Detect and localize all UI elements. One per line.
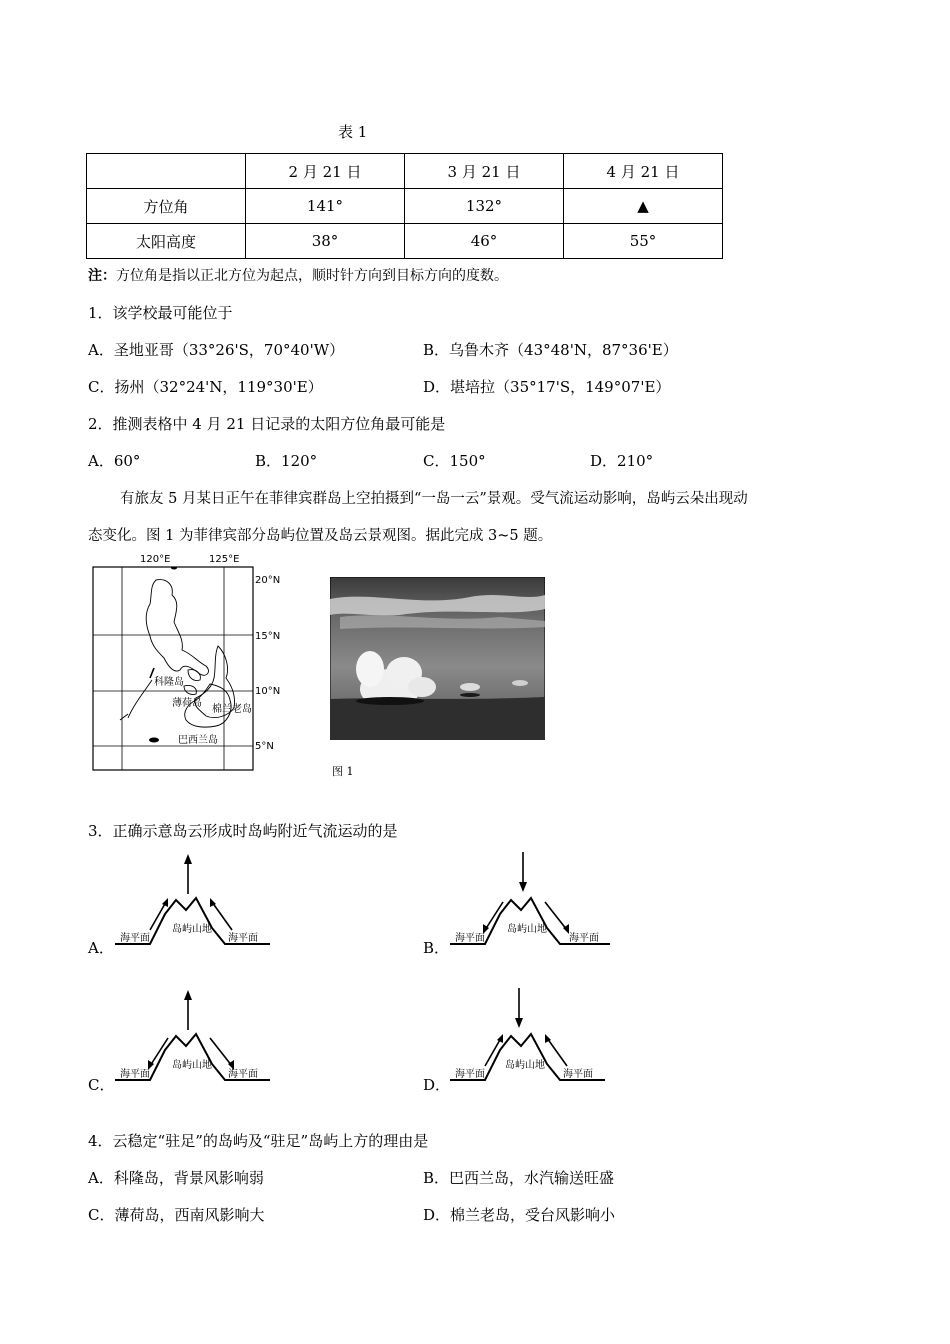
q2-option-c[interactable]: C．150° (423, 452, 486, 470)
question-1-stem: 1．该学校最可能位于 (88, 304, 233, 322)
sea-label: 海平面 (455, 933, 485, 944)
sea-label: 海平面 (228, 933, 258, 944)
diagram-c (110, 988, 280, 1088)
lat-label-20: 20°N (255, 575, 281, 586)
table-cell: 141° (246, 189, 405, 224)
place-label-bohol: 薄荷岛 (172, 698, 202, 709)
table-cell: 132° (405, 189, 564, 224)
sea-label: 海平面 (455, 1069, 485, 1080)
table-header-cell: 2 月 21 日 (246, 154, 405, 189)
q2-option-d[interactable]: D．210° (590, 452, 654, 470)
row-label: 方位角 (87, 189, 246, 224)
question-4-stem: 4．云稳定“驻足”的岛屿及“驻足”岛屿上方的理由是 (88, 1132, 429, 1150)
q3-option-a[interactable]: A． (88, 939, 114, 957)
q2-option-a[interactable]: A．60° (88, 452, 141, 470)
lon-label-120: 120°E (140, 554, 171, 565)
table-cell: 55° (564, 224, 723, 259)
sea-label: 海平面 (228, 1069, 258, 1080)
question-2-stem: 2．推测表格中 4 月 21 日记录的太阳方位角最可能是 (88, 415, 446, 433)
diagram-b (445, 852, 615, 952)
note-text: 方位角是指以正北方位为起点，顺时针方向到目标方向的度数。 (116, 268, 508, 284)
figure-caption: 图 1 (332, 765, 354, 778)
lon-label-125: 125°E (209, 554, 240, 565)
philippines-map (88, 550, 288, 775)
q1-option-a[interactable]: A．圣地亚哥（33°26'S，70°40'W） (88, 341, 345, 359)
table-header-cell (87, 154, 246, 189)
diagram-a (110, 852, 280, 952)
table-cell: ▲ (564, 189, 723, 224)
island-label: 岛屿山地 (172, 924, 212, 935)
q1-option-b[interactable]: B．乌鲁木齐（43°48'N，87°36'E） (423, 341, 678, 359)
q4-option-c[interactable]: C．薄荷岛，西南风影响大 (88, 1206, 265, 1224)
q3-option-d[interactable]: D． (423, 1076, 451, 1094)
place-label-coron: 科隆岛 (154, 677, 184, 688)
q3-option-c[interactable]: C． (88, 1076, 115, 1094)
q3-option-b[interactable]: B． (423, 939, 450, 957)
sea-label: 海平面 (120, 1069, 150, 1080)
question-3-stem: 3．正确示意岛云形成时岛屿附近气流运动的是 (88, 822, 398, 840)
place-label-mindanao: 棉兰老岛 (212, 704, 252, 715)
table-note (88, 265, 508, 285)
place-label-basilan: 巴西兰岛 (178, 735, 218, 746)
sea-label: 海平面 (563, 1069, 593, 1080)
q2-option-b[interactable]: B．120° (255, 452, 318, 470)
row-label: 太阳高度 (87, 224, 246, 259)
q4-option-a[interactable]: A．科隆岛，背景风影响弱 (88, 1169, 264, 1187)
passage-line-2: 态变化。图 1 为菲律宾部分岛屿位置及岛云景观图。据此完成 3~5 题。 (88, 528, 553, 544)
note-prefix: 注： (88, 268, 116, 284)
diagram-d (445, 988, 615, 1088)
table-cell: 46° (405, 224, 564, 259)
q4-option-d[interactable]: D．棉兰老岛，受台风影响小 (423, 1206, 616, 1224)
passage-line-1: 有旅友 5 月某日正午在菲律宾群岛上空拍摄到“一岛一云”景观。受气流运动影响，岛屿云朵出现动 (120, 491, 748, 507)
island-label: 岛屿山地 (172, 1060, 212, 1071)
island-cloud-photo (330, 577, 545, 740)
table-header-cell: 3 月 21 日 (405, 154, 564, 189)
q4-option-b[interactable]: B．巴西兰岛，水汽输送旺盛 (423, 1169, 615, 1187)
sea-label: 海平面 (569, 933, 599, 944)
table-header-cell: 4 月 21 日 (564, 154, 723, 189)
q1-option-d[interactable]: D．堪培拉（35°17'S，149°07'E） (423, 378, 671, 396)
table-caption: 表 1 (338, 123, 368, 141)
lat-label-5: 5°N (255, 741, 274, 752)
table-row (87, 224, 723, 259)
table-header-row (87, 154, 723, 189)
lat-label-10: 10°N (255, 686, 281, 697)
island-label: 岛屿山地 (507, 924, 547, 935)
solar-table (86, 153, 723, 259)
q1-option-c[interactable]: C．扬州（32°24'N，119°30'E） (88, 378, 323, 396)
table-row (87, 189, 723, 224)
island-label: 岛屿山地 (505, 1060, 545, 1071)
lat-label-15: 15°N (255, 631, 281, 642)
sea-label: 海平面 (120, 933, 150, 944)
table-cell: 38° (246, 224, 405, 259)
